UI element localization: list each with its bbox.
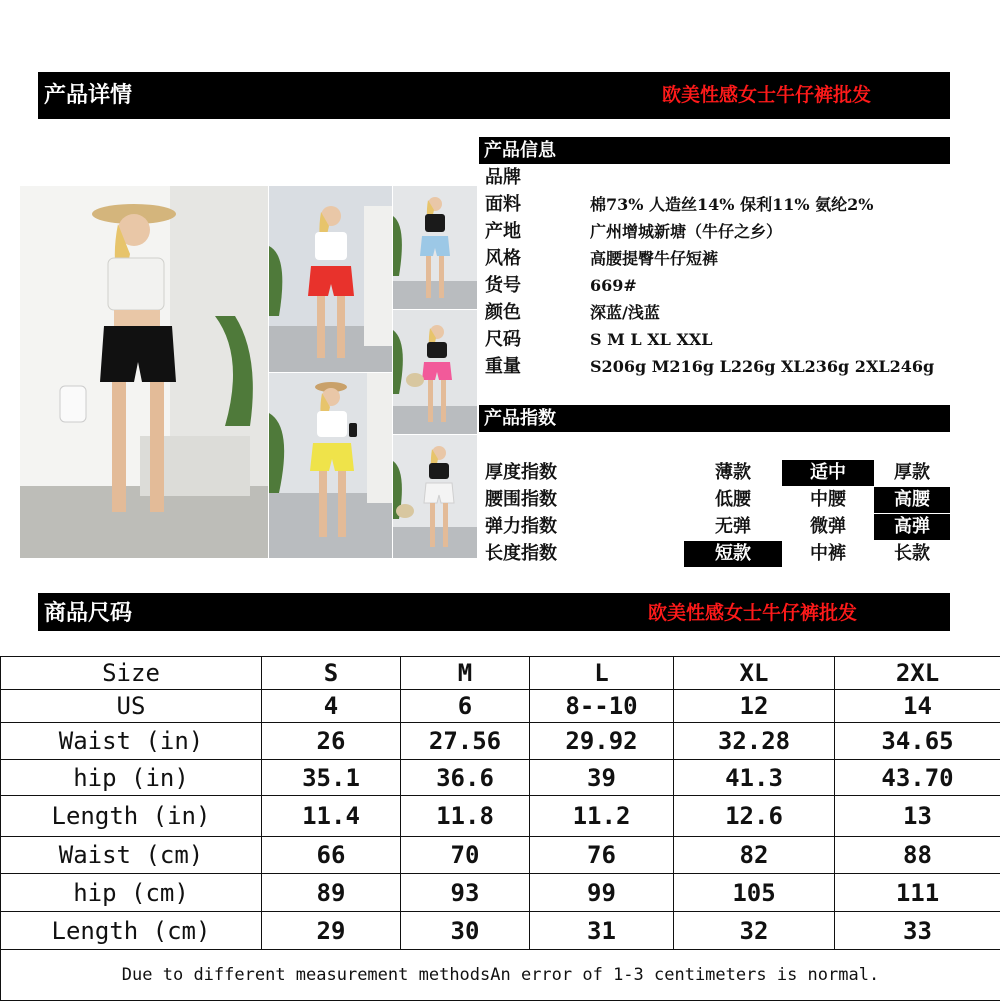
table-header-cell: Size: [1, 657, 262, 690]
table-cell: 31: [530, 912, 674, 950]
table-cell: 12: [674, 690, 835, 723]
info-value: S M L XL XXL: [590, 327, 713, 353]
info-label: 颜色: [485, 300, 521, 326]
info-label: 风格: [485, 246, 521, 272]
index-option: 低腰: [684, 487, 782, 513]
size-section-slogan: 欧美性感女士牛仔裤批发: [648, 593, 857, 633]
table-cell: hip (in): [1, 760, 262, 796]
info-value: 棉73% 人造丝14% 保利11% 氨纶2%: [590, 192, 873, 218]
index-option: 微弹: [782, 514, 874, 540]
table-cell: 111: [835, 874, 1000, 912]
info-row-weight: [0, 354, 1000, 380]
table-cell: 99: [530, 874, 674, 912]
table-cell: 88: [835, 837, 1000, 874]
index-label: 腰围指数: [485, 487, 557, 513]
table-header-cell: XL: [674, 657, 835, 690]
index-option: 长款: [874, 541, 950, 567]
index-option: 薄款: [684, 460, 782, 486]
table-cell: 8--10: [530, 690, 674, 723]
size-table: [0, 656, 1000, 1001]
table-cell: 13: [835, 796, 1000, 837]
table-cell: Waist (cm): [1, 837, 262, 874]
size-section-title: 商品尺码: [44, 593, 132, 633]
info-row-fabric: [0, 192, 1000, 218]
index-row-elasticity: [0, 514, 1000, 540]
index-option: 短款: [684, 541, 782, 567]
table-cell: 11.4: [262, 796, 401, 837]
table-cell: 12.6: [674, 796, 835, 837]
info-value: 高腰提臀牛仔短裤: [590, 246, 718, 272]
table-header-cell: L: [530, 657, 674, 690]
table-row: [1, 760, 1000, 796]
table-cell: hip (cm): [1, 874, 262, 912]
table-header-cell: M: [401, 657, 530, 690]
table-cell: 14: [835, 690, 1000, 723]
table-cell: Length (in): [1, 796, 262, 837]
product-index-title: 产品指数: [479, 405, 950, 432]
table-cell: 36.6: [401, 760, 530, 796]
table-cell: 41.3: [674, 760, 835, 796]
info-row-style: [0, 246, 1000, 272]
table-cell: 4: [262, 690, 401, 723]
table-cell: 33: [835, 912, 1000, 950]
index-option: 中裤: [782, 541, 874, 567]
info-row-item-no: [0, 273, 1000, 299]
table-cell: 76: [530, 837, 674, 874]
table-cell: 93: [401, 874, 530, 912]
table-row: [1, 912, 1000, 950]
index-label: 厚度指数: [485, 460, 557, 486]
index-option: 中腰: [782, 487, 874, 513]
table-header-cell: S: [262, 657, 401, 690]
table-cell: 29: [262, 912, 401, 950]
index-option: 厚款: [874, 460, 950, 486]
info-row-size: [0, 327, 1000, 353]
index-option: 高腰: [874, 487, 950, 513]
table-cell: 82: [674, 837, 835, 874]
product-details-header: [38, 72, 950, 119]
table-cell: 70: [401, 837, 530, 874]
info-value: 669#: [590, 273, 637, 299]
table-row: [1, 796, 1000, 837]
table-cell: Waist (in): [1, 723, 262, 760]
table-cell: 89: [262, 874, 401, 912]
info-label: 重量: [485, 354, 521, 380]
table-row: [1, 874, 1000, 912]
table-note-row: [1, 950, 1000, 1001]
table-cell: 27.56: [401, 723, 530, 760]
table-cell: US: [1, 690, 262, 723]
index-row-waist: [0, 487, 1000, 513]
table-cell: 32.28: [674, 723, 835, 760]
index-option: 高弹: [874, 514, 950, 540]
table-cell: 66: [262, 837, 401, 874]
info-value: 深蓝/浅蓝: [590, 300, 660, 326]
index-label: 弹力指数: [485, 514, 557, 540]
table-cell: 34.65: [835, 723, 1000, 760]
info-label: 尺码: [485, 327, 521, 353]
table-cell: 43.70: [835, 760, 1000, 796]
info-label: 产地: [485, 219, 521, 245]
table-cell: 6: [401, 690, 530, 723]
info-value: S206g M216g L226g XL236g 2XL246g: [590, 354, 934, 380]
table-cell: 39: [530, 760, 674, 796]
table-header-cell: 2XL: [835, 657, 1000, 690]
table-row: [1, 723, 1000, 760]
table-cell: 29.92: [530, 723, 674, 760]
header-slogan: 欧美性感女士牛仔裤批发: [662, 72, 871, 119]
table-cell: 35.1: [262, 760, 401, 796]
info-row-color: [0, 300, 1000, 326]
table-cell: 11.8: [401, 796, 530, 837]
index-label: 长度指数: [485, 541, 557, 567]
table-cell: 105: [674, 874, 835, 912]
table-row: [1, 837, 1000, 874]
info-row-brand: [0, 165, 1000, 191]
table-cell: 11.2: [530, 796, 674, 837]
product-details-title: 产品详情: [44, 72, 132, 119]
table-cell: Length (cm): [1, 912, 262, 950]
index-row-thickness: [0, 460, 1000, 486]
index-row-length: [0, 541, 1000, 567]
index-option: 无弹: [684, 514, 782, 540]
info-row-origin: [0, 219, 1000, 245]
size-section-header: [38, 593, 950, 631]
measurement-note: Due to different measurement methodsAn error of 1-3 centimeters is normal.: [1, 950, 1000, 1001]
table-header-row: [1, 657, 1000, 690]
product-info-title: 产品信息: [479, 137, 950, 164]
table-cell: 26: [262, 723, 401, 760]
table-cell: 32: [674, 912, 835, 950]
table-row: [1, 690, 1000, 723]
index-option: 适中: [782, 460, 874, 486]
info-label: 货号: [485, 273, 521, 299]
info-label: 面料: [485, 192, 521, 218]
table-cell: 30: [401, 912, 530, 950]
info-value: 广州增城新塘（牛仔之乡）: [590, 219, 782, 245]
info-label: 品牌: [485, 165, 521, 191]
